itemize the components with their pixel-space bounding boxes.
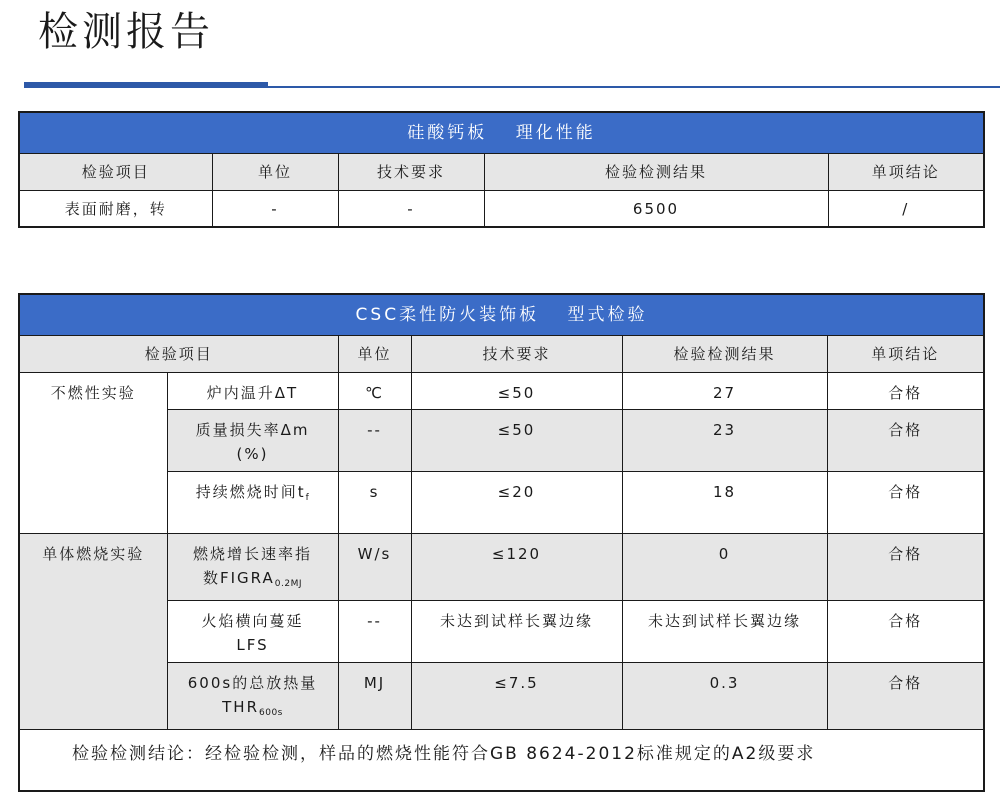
- conclusion-cell: 合格: [827, 663, 984, 730]
- requirement-cell: ≤120: [411, 534, 622, 601]
- test-item: [167, 601, 338, 663]
- conclusion-cell: /: [828, 191, 984, 228]
- test-item-line: 数FIGRA: [203, 569, 275, 587]
- unit-cell: s: [338, 472, 411, 534]
- test-group-label: 单体燃烧实验: [19, 534, 167, 730]
- column-header: 单项结论: [827, 336, 984, 373]
- requirement-cell: -: [338, 191, 484, 228]
- result-cell: 未达到试样长翼边缘: [622, 601, 827, 663]
- table-header: CSC柔性防火装饰板 型式检验: [19, 294, 984, 336]
- title-divider-accent: [24, 82, 268, 88]
- subscript: f: [305, 493, 310, 503]
- table-header: 硅酸钙板 理化性能: [19, 112, 984, 154]
- column-header: 单位: [338, 336, 411, 373]
- conclusion-cell: 合格: [827, 534, 984, 601]
- unit-cell: --: [338, 410, 411, 472]
- column-header: 检验检测结果: [622, 336, 827, 373]
- result-cell: 0.3: [622, 663, 827, 730]
- conclusion-cell: 合格: [827, 410, 984, 472]
- column-header: 技术要求: [338, 154, 484, 191]
- test-item-text: 持续燃烧时间t: [195, 483, 306, 501]
- test-item-line: 质量损失率Δm: [195, 421, 310, 439]
- column-header: 检验项目: [19, 336, 338, 373]
- column-header: 检验检测结果: [484, 154, 828, 191]
- table-row: [19, 534, 984, 601]
- requirement-cell: 未达到试样长翼边缘: [411, 601, 622, 663]
- unit-cell: --: [338, 601, 411, 663]
- test-item-line: (%): [236, 445, 269, 463]
- requirement-cell: ≤20: [411, 472, 622, 534]
- unit-cell: -: [212, 191, 338, 228]
- test-item: [167, 663, 338, 730]
- result-cell: 0: [622, 534, 827, 601]
- test-conclusion: 检验检测结论：经检验检测，样品的燃烧性能符合GB 8624-2012标准规定的A2级要求: [19, 730, 984, 792]
- table-row: [19, 373, 984, 410]
- column-header: 技术要求: [411, 336, 622, 373]
- result-cell: 18: [622, 472, 827, 534]
- subscript: 0.2MJ: [274, 579, 302, 589]
- column-header: 单项结论: [828, 154, 984, 191]
- test-item: [167, 410, 338, 472]
- conclusion-cell: 合格: [827, 373, 984, 410]
- requirement-cell: ≤50: [411, 373, 622, 410]
- conclusion-cell: 合格: [827, 472, 984, 534]
- unit-cell: W/s: [338, 534, 411, 601]
- page-title: 检测报告: [38, 9, 214, 55]
- test-item: [167, 534, 338, 601]
- requirement-cell: ≤50: [411, 410, 622, 472]
- requirement-cell: ≤7.5: [411, 663, 622, 730]
- table-row: [19, 191, 984, 228]
- unit-cell: MJ: [338, 663, 411, 730]
- test-item-line: THR: [222, 698, 259, 716]
- subscript: 600s: [259, 708, 283, 718]
- test-item: [167, 472, 338, 534]
- test-item-line: 火焰横向蔓延: [201, 612, 304, 630]
- test-item-line: LFS: [236, 636, 269, 654]
- test-item-line: 燃烧增长速率指: [192, 545, 312, 563]
- conclusion-cell: 合格: [827, 601, 984, 663]
- result-cell: 23: [622, 410, 827, 472]
- physical-properties-table: [18, 111, 985, 228]
- test-item-line: 600s的总放热量: [187, 674, 318, 692]
- test-group-label: 不燃性实验: [19, 373, 167, 534]
- column-header: 检验项目: [19, 154, 212, 191]
- column-header: 单位: [212, 154, 338, 191]
- type-test-table: [18, 293, 985, 792]
- result-cell: 6500: [484, 191, 828, 228]
- result-cell: 27: [622, 373, 827, 410]
- test-item: 表面耐磨，转: [19, 191, 212, 228]
- unit-cell: ℃: [338, 373, 411, 410]
- test-item: 炉内温升ΔT: [167, 373, 338, 410]
